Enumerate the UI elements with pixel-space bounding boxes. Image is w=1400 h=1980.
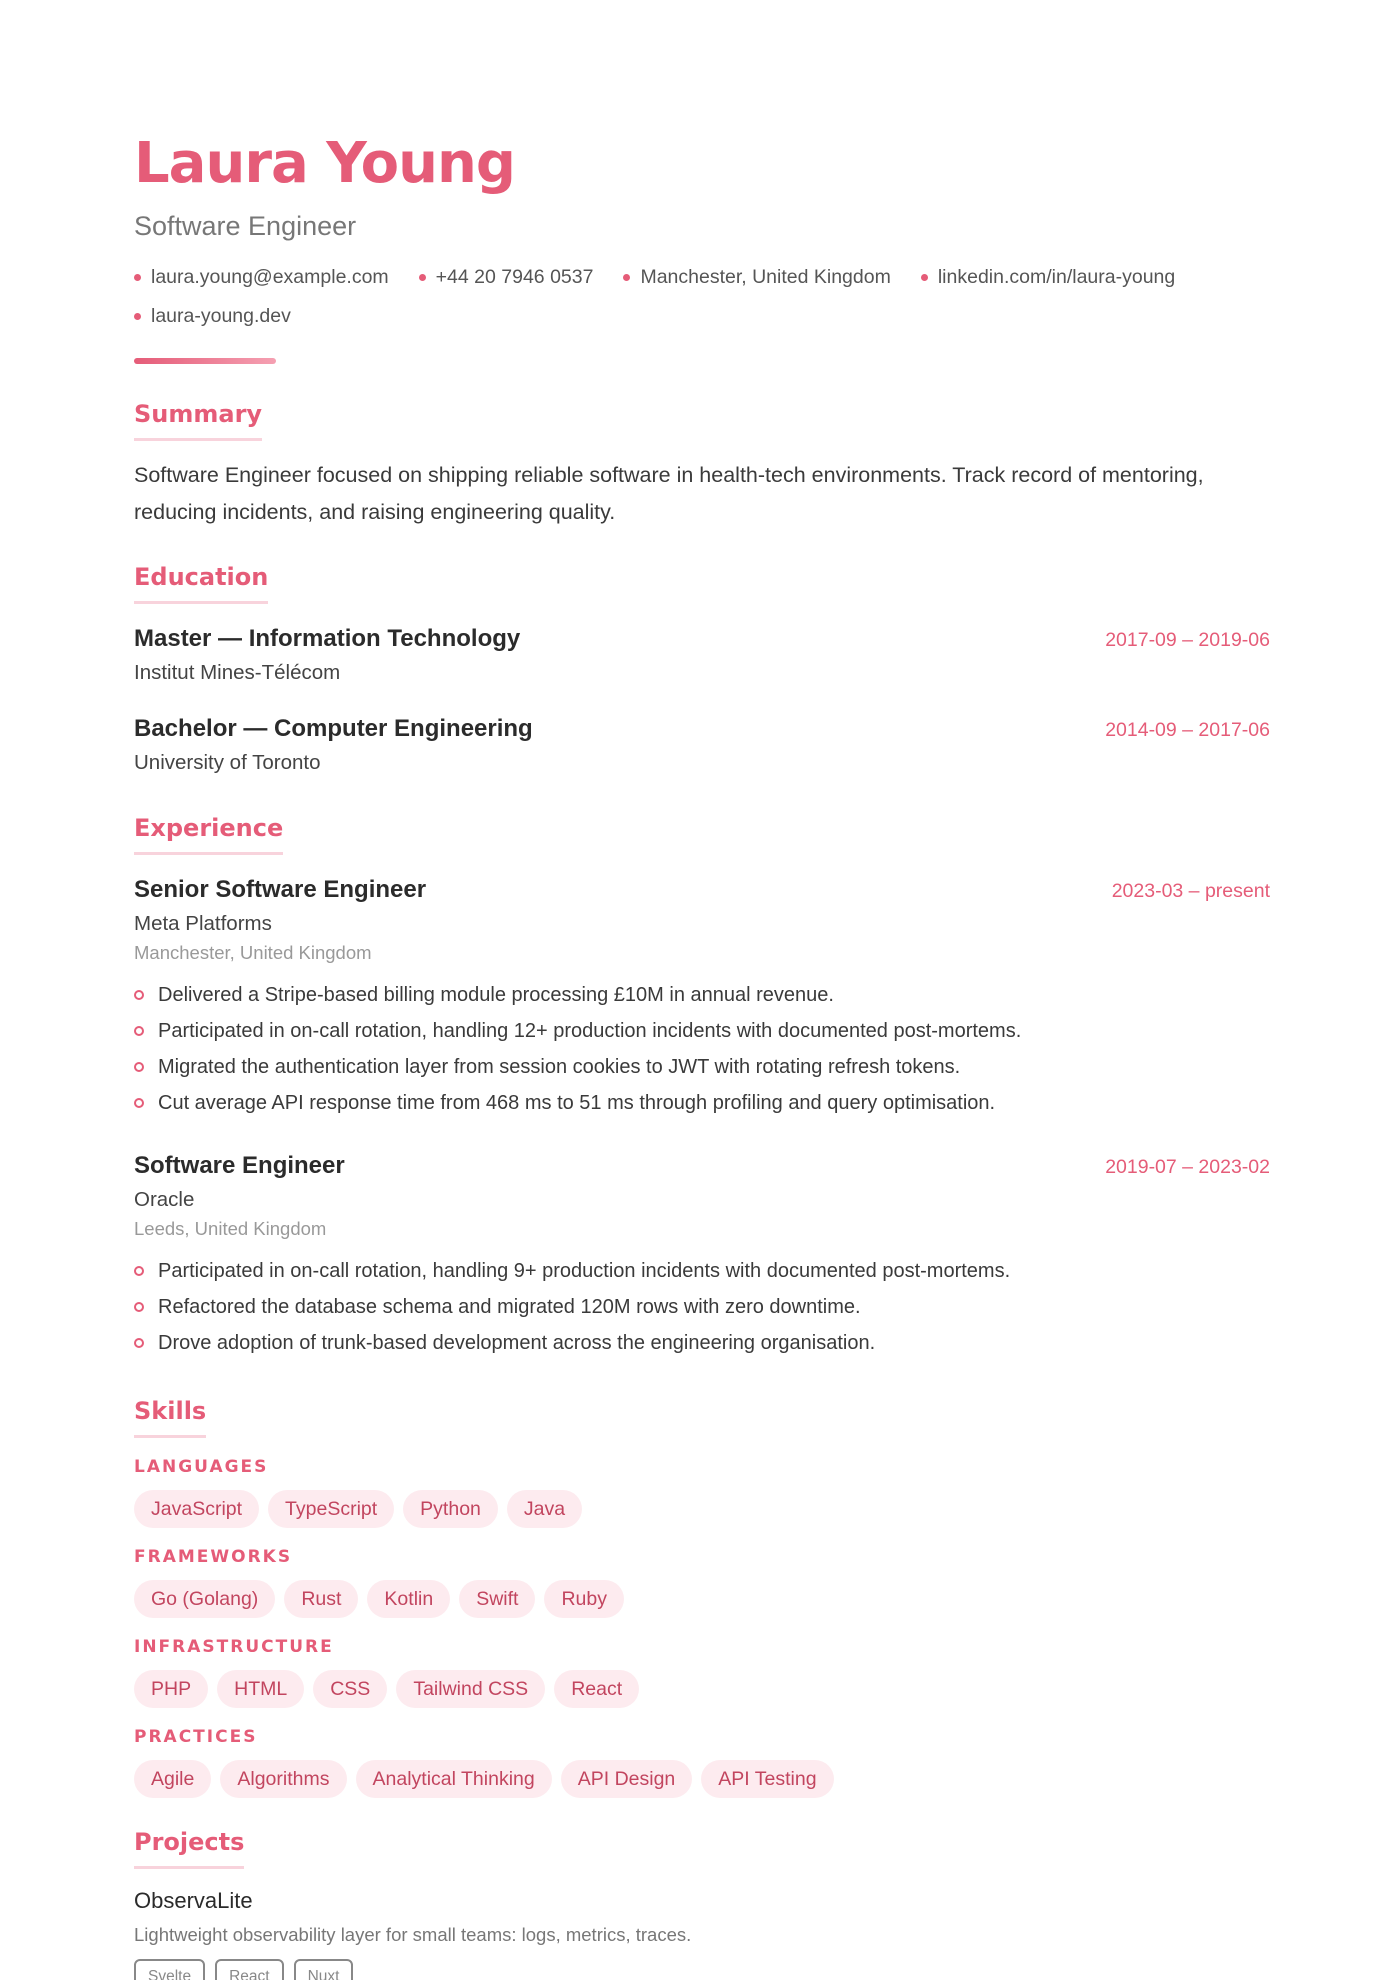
education-school: Institut Mines-Télécom (134, 661, 341, 684)
tech-tag: React (215, 1959, 284, 1980)
job-dates: 2023-03 – present (1111, 880, 1270, 902)
skill-tags (134, 1580, 1270, 1618)
candidate-role: Software Engineer (134, 211, 357, 241)
skill-tag: React (554, 1670, 639, 1708)
skill-tag: PHP (134, 1670, 208, 1708)
skills-section (134, 1361, 1270, 1798)
resume-page (134, 130, 1270, 1980)
candidate-name: Laura Young (134, 131, 515, 196)
bullet-dot-icon (134, 313, 141, 320)
tech-tag: Svelte (134, 1959, 205, 1980)
experience-heading: Experience (134, 812, 283, 855)
achievement-item (134, 1085, 1270, 1121)
ring-bullet-icon (134, 1026, 144, 1036)
ring-bullet-icon (134, 1098, 144, 1108)
achievement-text: Delivered a Stripe-based billing module processing £10M in annual revenue. (158, 983, 834, 1006)
achievement-text: Drove adoption of trunk-based development across the engineering organisation. (158, 1331, 876, 1354)
skill-tag: API Testing (701, 1760, 833, 1798)
experience-entry (134, 1151, 1270, 1361)
achievement-item (134, 977, 1270, 1013)
bullet-dot-icon (921, 274, 928, 281)
skill-group-label: LANGUAGES (134, 1457, 269, 1477)
skill-tag: Kotlin (367, 1580, 450, 1618)
contact-phone[interactable] (419, 258, 594, 297)
skill-tag: Algorithms (220, 1760, 346, 1798)
skill-tags (134, 1760, 1270, 1798)
education-degree: Master — Information Technology (134, 625, 521, 652)
education-heading: Education (134, 561, 268, 604)
skill-tag: HTML (217, 1670, 304, 1708)
projects-section (134, 1798, 1270, 1980)
job-company: Oracle (134, 1188, 195, 1211)
skill-group-infrastructure (134, 1636, 1270, 1708)
skill-group-label: PRACTICES (134, 1727, 258, 1747)
skill-tag: Tailwind CSS (396, 1670, 545, 1708)
skill-tags (134, 1670, 1270, 1708)
achievement-text: Refactored the database schema and migrated 120M rows with zero downtime. (158, 1295, 861, 1318)
skill-tag: Ruby (544, 1580, 624, 1618)
education-section (134, 531, 1270, 776)
job-achievements (134, 1253, 1270, 1361)
achievement-item (134, 1325, 1270, 1361)
job-achievements (134, 977, 1270, 1121)
job-title: Senior Software Engineer (134, 876, 427, 903)
project-name: ObservaLite (134, 1888, 253, 1913)
experience-section (134, 776, 1270, 1361)
achievement-text: Migrated the authentication layer from session cookies to JWT with rotating refresh tokens. (158, 1055, 961, 1078)
bullet-dot-icon (419, 274, 426, 281)
contact-location-text: Manchester, United Kingdom (640, 266, 891, 288)
contact-phone-text: +44 20 7946 0537 (435, 266, 594, 288)
skill-group-label: INFRASTRUCTURE (134, 1637, 334, 1657)
skill-tag: Swift (459, 1580, 535, 1618)
ring-bullet-icon (134, 990, 144, 1000)
skill-group-languages (134, 1456, 1270, 1528)
skill-tag: TypeScript (268, 1490, 394, 1528)
project-description: Lightweight observability layer for small teams: logs, metrics, traces. (134, 1924, 692, 1945)
job-dates: 2019-07 – 2023-02 (1105, 1156, 1270, 1178)
project-entry (134, 1887, 1270, 1980)
skill-tag: Analytical Thinking (356, 1760, 552, 1798)
skill-tag: API Design (561, 1760, 693, 1798)
education-school: University of Toronto (134, 751, 321, 774)
contact-website-text: laura-young.dev (151, 305, 291, 327)
contact-website[interactable] (134, 297, 291, 336)
ring-bullet-icon (134, 1302, 144, 1312)
job-company: Meta Platforms (134, 912, 272, 935)
ring-bullet-icon (134, 1266, 144, 1276)
achievement-text: Participated in on-call rotation, handling 12+ production incidents with documented post-mortems. (158, 1019, 1022, 1042)
bullet-dot-icon (134, 274, 141, 281)
summary-heading: Summary (134, 398, 262, 441)
ring-bullet-icon (134, 1338, 144, 1348)
contact-linkedin[interactable] (921, 258, 1175, 297)
achievement-item (134, 1013, 1270, 1049)
job-location: Leeds, United Kingdom (134, 1218, 327, 1239)
skill-tag: Java (507, 1490, 582, 1528)
achievement-item (134, 1253, 1270, 1289)
skill-tag: Python (403, 1490, 498, 1528)
tech-tag: Nuxt (294, 1959, 354, 1980)
education-dates: 2014-09 – 2017-06 (1105, 719, 1270, 741)
skill-tag: Go (Golang) (134, 1580, 275, 1618)
achievement-text: Cut average API response time from 468 ms to 51 ms through profiling and query optimisation. (158, 1091, 996, 1114)
job-location: Manchester, United Kingdom (134, 942, 372, 963)
achievement-item (134, 1289, 1270, 1325)
contact-list (134, 258, 1270, 336)
project-tech-tags (134, 1959, 1270, 1980)
contact-linkedin-text: linkedin.com/in/laura-young (937, 266, 1176, 288)
skill-group-practices (134, 1726, 1270, 1798)
education-degree: Bachelor — Computer Engineering (134, 715, 533, 742)
experience-entry (134, 875, 1270, 1121)
skills-heading: Skills (134, 1395, 206, 1438)
education-dates: 2017-09 – 2019-06 (1105, 629, 1270, 651)
achievement-item (134, 1049, 1270, 1085)
summary-text: Software Engineer focused on shipping reliable software in health-tech environments. Track record of mentoring, reducing incidents, and raising engineering quality. (134, 463, 1204, 524)
contact-email[interactable] (134, 258, 389, 297)
resume-header (134, 130, 1270, 364)
skill-tag: Agile (134, 1760, 211, 1798)
skill-tag: CSS (313, 1670, 387, 1708)
ring-bullet-icon (134, 1062, 144, 1072)
bullet-dot-icon (623, 274, 630, 281)
skill-group-frameworks (134, 1546, 1270, 1618)
skill-tag: Rust (284, 1580, 358, 1618)
skill-tags (134, 1490, 1270, 1528)
contact-email-text: laura.young@example.com (151, 266, 389, 288)
contact-location (623, 258, 890, 297)
education-entry (134, 714, 1270, 776)
skill-group-label: FRAMEWORKS (134, 1547, 293, 1567)
achievement-text: Participated in on-call rotation, handling 9+ production incidents with documented post-mortems. (158, 1259, 1011, 1282)
summary-section (134, 364, 1270, 531)
skill-tag: JavaScript (134, 1490, 259, 1528)
projects-heading: Projects (134, 1826, 244, 1869)
education-entry (134, 624, 1270, 686)
job-title: Software Engineer (134, 1152, 345, 1179)
